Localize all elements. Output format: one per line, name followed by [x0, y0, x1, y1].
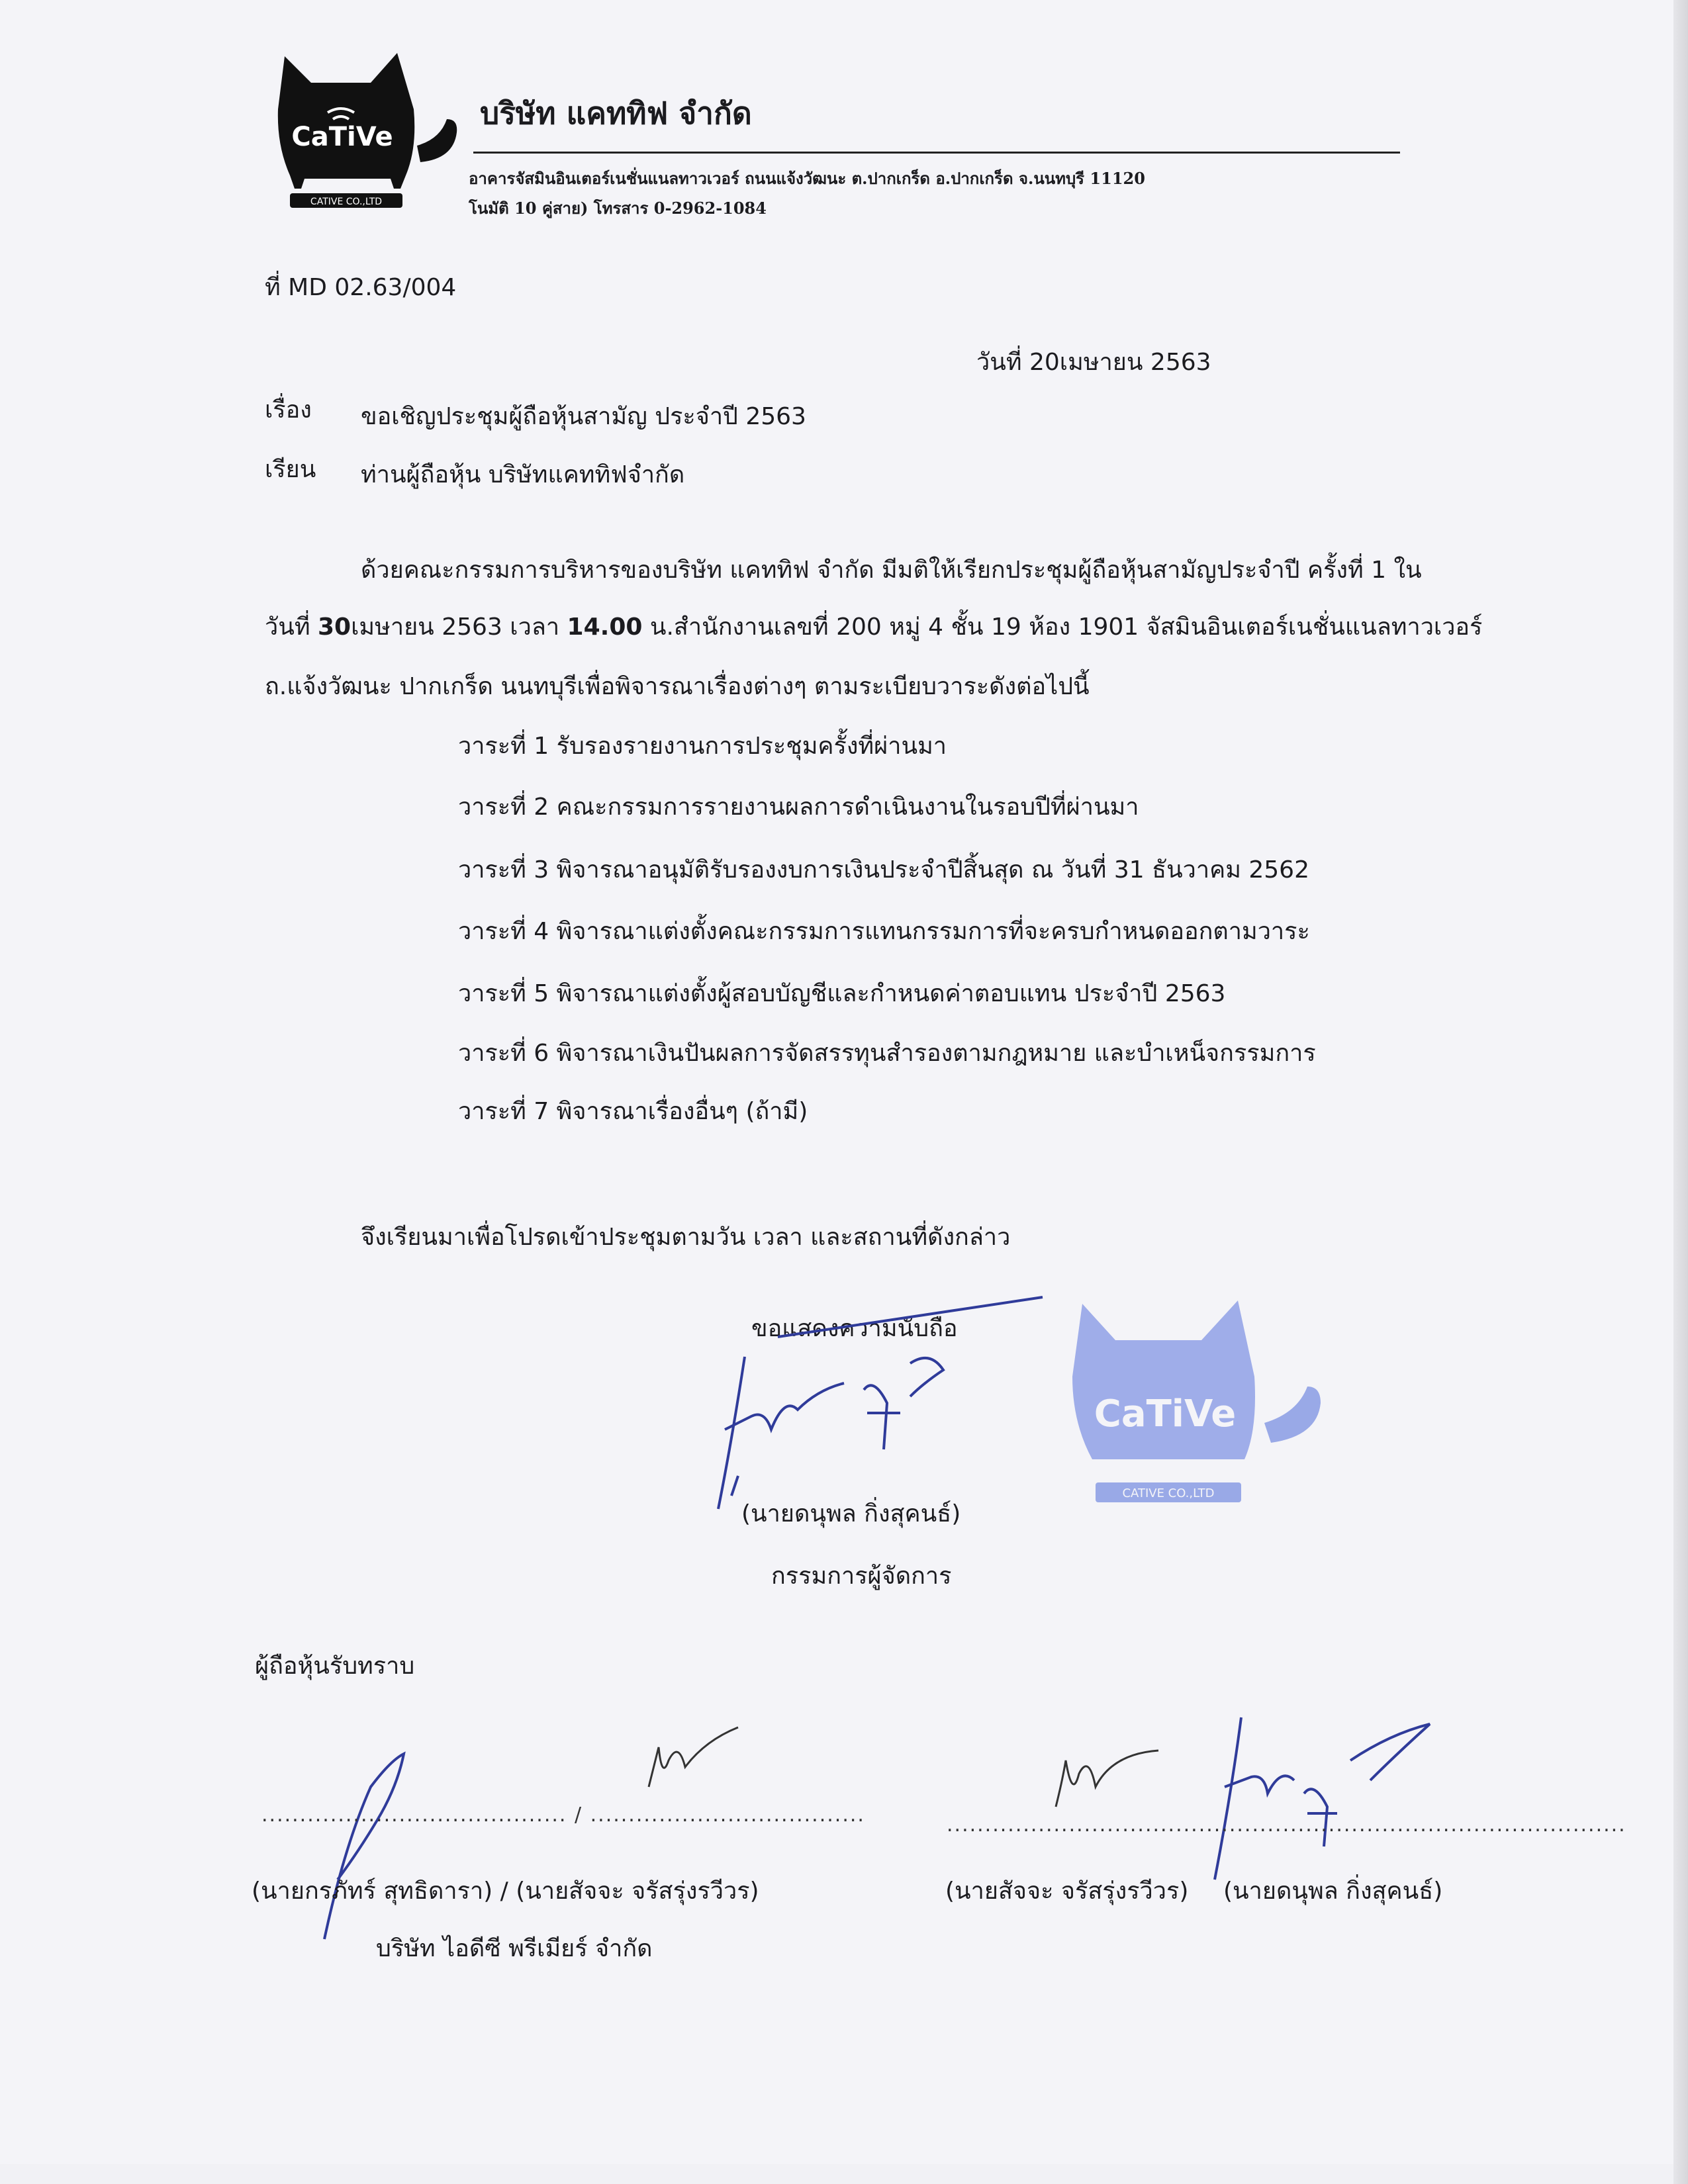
left-signatory-names: (นายกรภัทร์ สุทธิดารา) / (นายสัจจะ จรัสรุ่งรวีวร) — [252, 1878, 759, 1905]
stamp-caption: CATIVE CO.,LTD — [1122, 1486, 1215, 1500]
logo-text: CaTiVe — [291, 122, 393, 152]
left-signatory-company: บริษัท ไอดีซี พรีเมียร์ จำกัด — [376, 1935, 653, 1962]
reference-number: ที่ MD 02.63/004 — [265, 274, 457, 301]
company-stamp — [1053, 1291, 1331, 1522]
company-logo-cat — [265, 46, 463, 212]
right-signatory-name-1: (นายสัจจะ จรัสรุ่งรวีวร) — [945, 1878, 1189, 1905]
agenda-item-2: วาระที่ 2 คณะกรรมการรายงานผลการดำเนินงานในรอบปีที่ผ่านมา — [458, 794, 1139, 821]
stamp-text: CaTiVe — [1094, 1392, 1237, 1435]
right-signature-line: ......................................................................................... — [947, 1813, 1626, 1837]
shareholder-signature-2 — [645, 1721, 751, 1794]
to-text: ท่านผู้ถือหุ้น บริษัทแคททิฟจำกัด — [361, 461, 685, 488]
paragraph-line-2: วันที่ 30เมษายน 2563 เวลา 14.00 น.สำนักงานเลขที่ 200 หมู่ 4 ชั้น 19 ห้อง 1901 จัสมินอินเตอร์เนชั่นแนลทาวเวอร์ — [265, 614, 1483, 641]
acknowledgement-label: ผู้ถือหุ้นรับทราบ — [255, 1653, 415, 1680]
letter-date: วันที่ 20เมษายน 2563 — [976, 349, 1211, 376]
shareholder-signature-3 — [1053, 1734, 1165, 1813]
logo-caption: CATIVE CO.,LTD — [310, 197, 383, 207]
closing-line: จึงเรียนมาเพื่อโปรดเข้าประชุมตามวัน เวลา และสถานที่ดังกล่าว — [361, 1224, 1011, 1251]
agenda-item-3: วาระที่ 3 พิจารณาอนุมัติรับรองงบการเงินประจำปีสิ้นสุด ณ วันที่ 31 ธันวาคม 2562 — [458, 856, 1309, 884]
agenda-item-5: วาระที่ 5 พิจารณาแต่งตั้งผู้สอบบัญชีและกำหนดค่าตอบแทน ประจำปี 2563 — [458, 980, 1226, 1007]
agenda-item-7: วาระที่ 7 พิจารณาเรื่องอื่นๆ (ถ้ามี) — [458, 1098, 808, 1125]
signer-title: กรรมการผู้จัดการ — [771, 1563, 952, 1590]
company-name: บริษัท แคททิฟ จำกัด — [480, 95, 752, 131]
regards-text: ขอแสดงความนับถือ — [751, 1315, 958, 1342]
agenda-item-1: วาระที่ 1 รับรองรายงานการประชุมครั้งที่ผ่านมา — [458, 733, 947, 760]
cat-body — [278, 53, 414, 189]
page-edge-shadow — [1673, 0, 1688, 2184]
signer-name: (นายดนุพล กิ่งสุคนธ์) — [741, 1500, 961, 1527]
agenda-item-6: วาระที่ 6 พิจารณาเงินปันผลการจัดสรรทุนสำรองตามกฎหมาย และบำเหน็จกรรมการ — [458, 1040, 1316, 1067]
managing-director-signature — [712, 1297, 1056, 1522]
shareholder-signature-1 — [318, 1747, 424, 1946]
paragraph-line-3: ถ.แจ้งวัฒนะ ปากเกร็ด นนทบุรีเพื่อพิจารณาเรื่องต่างๆ ตามระเบียบวาระดังต่อไปนี้ — [265, 673, 1090, 700]
company-phone-fax: โนมัติ 10 คู่สาย) โทรสาร 0-2962-1084 — [469, 199, 767, 218]
left-signature-line: ........................................ / .................................... — [261, 1803, 865, 1827]
shareholder-signature-4 — [1205, 1714, 1443, 1886]
company-address: อาคารจัสมินอินเตอร์เนชั่นแนลทาวเวอร์ ถนนแจ้งวัฒนะ ต.ปากเกร็ด อ.ปากเกร็ด จ.นนทบุรี 11120 — [469, 169, 1145, 188]
header-divider — [473, 152, 1400, 154]
paragraph-line-1: ด้วยคณะกรรมการบริหารของบริษัท แคททิฟ จำกัด มีมติให้เรียกประชุมผู้ถือหุ้นสามัญประจำปี ครั้งที่ 1 ใน — [361, 557, 1422, 584]
cat-tail — [417, 119, 457, 162]
subject-label: เรื่อง — [265, 396, 312, 424]
to-label: เรียน — [265, 456, 316, 483]
subject-text: ขอเชิญประชุมผู้ถือหุ้นสามัญ ประจำปี 2563 — [361, 403, 806, 430]
agenda-item-4: วาระที่ 4 พิจารณาแต่งตั้งคณะกรรมการแทนกรรมการที่จะครบกำหนดออกตามวาระ — [458, 918, 1310, 945]
right-signatory-name-2: (นายดนุพล กิ่งสุคนธ์) — [1223, 1878, 1443, 1905]
